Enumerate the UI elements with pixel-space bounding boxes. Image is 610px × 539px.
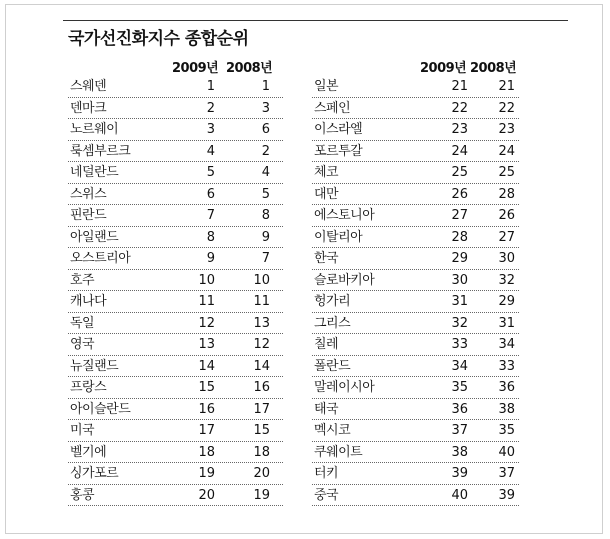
rank-2008: 11 (253, 294, 270, 309)
table-row (68, 98, 283, 120)
rank-2009: 5 (206, 165, 215, 180)
rank-2009: 37 (451, 423, 468, 438)
table-row (68, 119, 283, 141)
rank-2009: 32 (451, 315, 468, 331)
rank-2009: 6 (206, 186, 215, 202)
rank-2008: 31 (498, 315, 515, 331)
country-name: 쿠웨이트 (314, 444, 363, 460)
table-row (312, 291, 519, 313)
rank-2008: 24 (498, 143, 515, 159)
rank-2009: 15 (198, 380, 215, 395)
rank-2008: 36 (498, 380, 515, 395)
rank-2009: 17 (198, 423, 215, 438)
rank-2008: 30 (498, 251, 515, 266)
rank-2009: 29 (451, 251, 468, 266)
rank-2008: 26 (498, 208, 515, 223)
country-name: 중국 (314, 487, 339, 503)
rank-2009: 2 (206, 100, 215, 116)
table-row (312, 463, 519, 485)
table-row (312, 141, 519, 163)
rank-2009: 22 (451, 100, 468, 116)
table-row (312, 98, 519, 120)
rank-2009: 21 (451, 79, 468, 94)
rank-2008: 40 (498, 444, 515, 460)
rank-2008: 5 (261, 186, 270, 202)
rank-2009: 12 (198, 315, 215, 331)
table-row (68, 291, 283, 313)
rank-2009: 4 (206, 143, 215, 159)
table-row (312, 227, 519, 249)
table-row (312, 270, 519, 292)
table-row (312, 356, 519, 378)
rank-2009: 40 (451, 487, 468, 503)
rank-2008: 28 (498, 186, 515, 202)
country-name: 아이슬란드 (70, 401, 131, 417)
table-row (68, 162, 283, 184)
rank-2008: 9 (261, 229, 270, 245)
rank-2009: 38 (451, 444, 468, 460)
country-name: 헝가리 (314, 294, 351, 309)
country-name: 스웨덴 (70, 79, 107, 94)
country-name: 스위스 (70, 186, 107, 202)
table-row (68, 141, 283, 163)
rank-2009: 1 (206, 79, 215, 94)
rank-2009: 35 (451, 380, 468, 395)
country-name: 슬로바키아 (314, 272, 375, 288)
table-row (312, 184, 519, 206)
title-rule (63, 20, 568, 21)
rank-2009: 26 (451, 186, 468, 202)
rank-2009: 11 (198, 294, 215, 309)
country-name: 미국 (70, 423, 95, 438)
table-row (68, 356, 283, 378)
country-name: 포르투갈 (314, 143, 363, 159)
rank-2008: 13 (253, 315, 270, 331)
rank-2008: 32 (498, 272, 515, 288)
rank-2008: 10 (253, 272, 270, 288)
country-name: 캐나다 (70, 294, 107, 309)
rank-2009: 20 (198, 487, 215, 503)
country-name: 프랑스 (70, 380, 107, 395)
rank-2008: 39 (498, 487, 515, 503)
right-header-2009: 2009년 (420, 61, 467, 76)
country-name: 칠레 (314, 337, 339, 352)
rank-2009: 23 (451, 122, 468, 137)
table-row (68, 270, 283, 292)
country-name: 핀란드 (70, 208, 107, 223)
ranking-table-right (312, 76, 519, 506)
table-row (68, 227, 283, 249)
rank-2008: 29 (498, 294, 515, 309)
table-row (68, 463, 283, 485)
rank-2008: 21 (498, 79, 515, 94)
table-row (68, 313, 283, 335)
rank-2009: 36 (451, 401, 468, 417)
rank-2008: 33 (498, 358, 515, 374)
table-row (68, 442, 283, 464)
table-row (312, 377, 519, 399)
country-name: 터키 (314, 466, 339, 481)
rank-2008: 1 (261, 79, 270, 94)
country-name: 싱가포르 (70, 466, 119, 481)
table-row (68, 399, 283, 421)
table-row (312, 205, 519, 227)
country-name: 태국 (314, 401, 339, 417)
rank-2008: 20 (253, 466, 270, 481)
country-name: 한국 (314, 251, 339, 266)
table-row (312, 162, 519, 184)
right-header-2008: 2008년 (470, 61, 517, 76)
country-name: 이탈리아 (314, 229, 363, 245)
country-name: 이스라엘 (314, 122, 363, 137)
rank-2009: 7 (206, 208, 215, 223)
rank-2009: 30 (451, 272, 468, 288)
rank-2008: 25 (498, 165, 515, 180)
rank-2008: 37 (498, 466, 515, 481)
rank-2008: 16 (253, 380, 270, 395)
rank-2009: 33 (451, 337, 468, 352)
left-header-2009: 2009년 (172, 61, 219, 76)
rank-2009: 16 (198, 401, 215, 417)
table-row (312, 399, 519, 421)
rank-2009: 14 (198, 358, 215, 374)
country-name: 말레이시아 (314, 380, 375, 395)
rank-2008: 38 (498, 401, 515, 417)
rank-2008: 7 (261, 251, 270, 266)
ranking-table-left (68, 76, 283, 506)
table-row (312, 485, 519, 507)
rank-2008: 34 (498, 337, 515, 352)
country-name: 그리스 (314, 315, 351, 331)
country-name: 스페인 (314, 100, 351, 116)
country-name: 호주 (70, 272, 95, 288)
rank-2009: 25 (451, 165, 468, 180)
table-row (68, 248, 283, 270)
country-name: 독일 (70, 315, 95, 331)
country-name: 폴란드 (314, 358, 351, 374)
table-row (312, 334, 519, 356)
table-row (312, 442, 519, 464)
page-title: 국가선진화지수 종합순위 (68, 29, 249, 49)
rank-2008: 19 (253, 487, 270, 503)
rank-2008: 17 (253, 401, 270, 417)
table-row (68, 377, 283, 399)
rank-2008: 2 (261, 143, 270, 159)
rank-2008: 23 (498, 122, 515, 137)
table-row (68, 420, 283, 442)
country-name: 벨기에 (70, 444, 107, 460)
country-name: 멕시코 (314, 423, 351, 438)
rank-2009: 34 (451, 358, 468, 374)
country-name: 일본 (314, 79, 339, 94)
rank-2009: 8 (206, 229, 215, 245)
rank-2008: 27 (498, 229, 515, 245)
country-name: 홍콩 (70, 487, 95, 503)
country-name: 체코 (314, 165, 339, 180)
rank-2009: 19 (198, 466, 215, 481)
table-row (312, 119, 519, 141)
rank-2008: 22 (498, 100, 515, 116)
rank-2009: 9 (206, 251, 215, 266)
table-row (68, 76, 283, 98)
left-header-2008: 2008년 (226, 61, 273, 76)
rank-2008: 14 (253, 358, 270, 374)
country-name: 에스토니아 (314, 208, 375, 223)
table-row (68, 334, 283, 356)
rank-2008: 3 (261, 100, 270, 116)
rank-2009: 10 (198, 272, 215, 288)
country-name: 네덜란드 (70, 165, 119, 180)
table-row (68, 184, 283, 206)
rank-2009: 18 (198, 444, 215, 460)
rank-2008: 12 (253, 337, 270, 352)
country-name: 아일랜드 (70, 229, 119, 245)
rank-2009: 39 (451, 466, 468, 481)
country-name: 오스트리아 (70, 251, 131, 266)
rank-2009: 28 (451, 229, 468, 245)
table-row (312, 420, 519, 442)
country-name: 룩셈부르크 (70, 143, 131, 159)
rank-2009: 13 (198, 337, 215, 352)
table-row (68, 205, 283, 227)
rank-2009: 31 (451, 294, 468, 309)
table-row (312, 313, 519, 335)
rank-2009: 3 (206, 122, 215, 137)
country-name: 뉴질랜드 (70, 358, 119, 374)
rank-2009: 27 (451, 208, 468, 223)
table-row (312, 76, 519, 98)
rank-2008: 8 (261, 208, 270, 223)
country-name: 덴마크 (70, 100, 107, 116)
table-row (68, 485, 283, 507)
rank-2008: 18 (253, 444, 270, 460)
rank-2009: 24 (451, 143, 468, 159)
country-name: 노르웨이 (70, 122, 119, 137)
rank-2008: 15 (253, 423, 270, 438)
rank-2008: 35 (498, 423, 515, 438)
rank-2008: 6 (261, 122, 270, 137)
rank-2008: 4 (261, 165, 270, 180)
country-name: 영국 (70, 337, 95, 352)
table-row (312, 248, 519, 270)
country-name: 대만 (314, 186, 339, 202)
